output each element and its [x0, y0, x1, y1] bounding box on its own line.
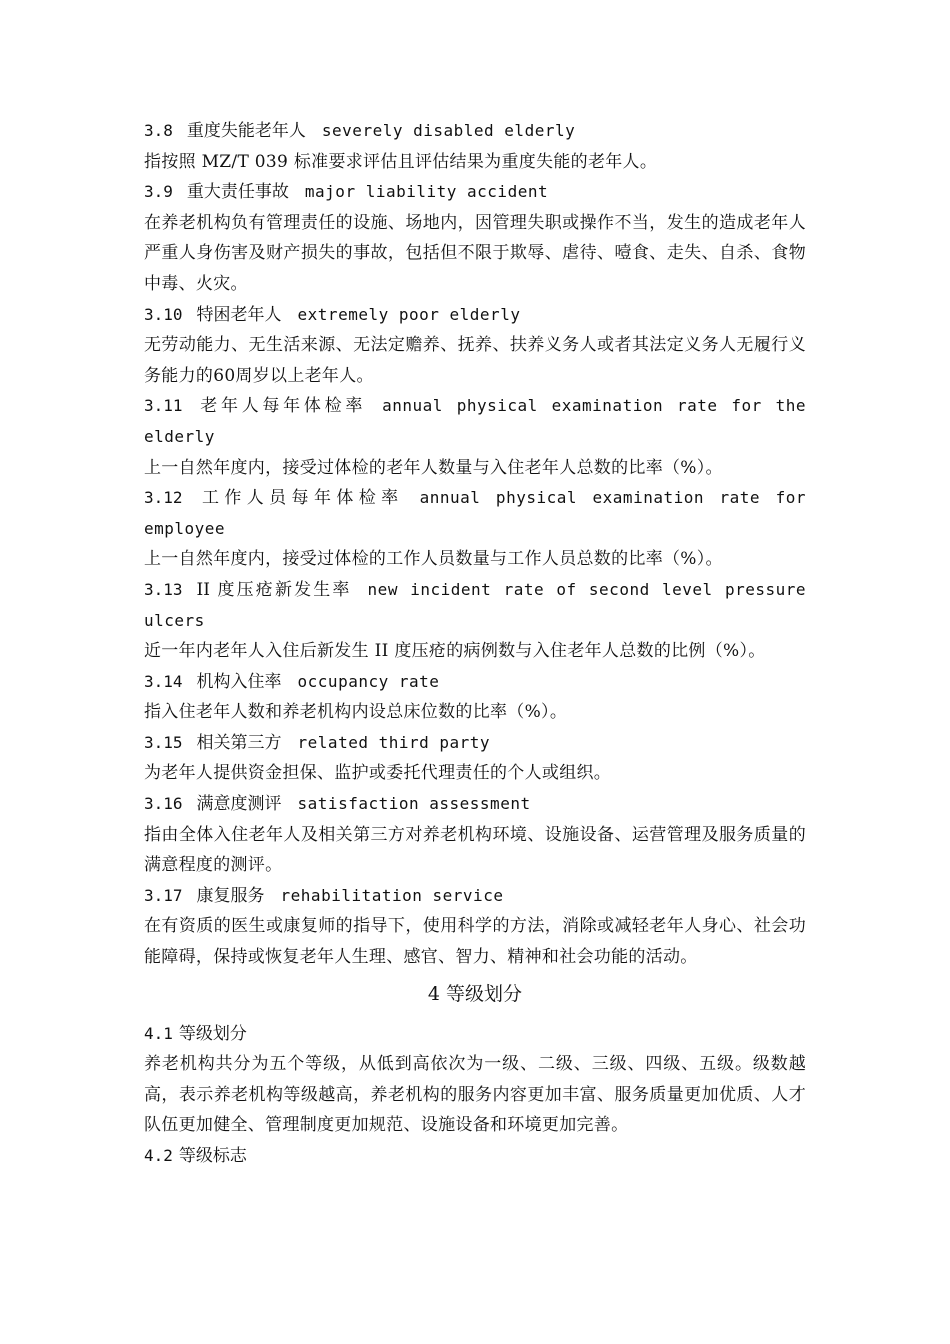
term-definition-3-11: 上一自然年度内，接受过体检的老年人数量与入住老年人总数的比率（%）。 [144, 457, 723, 478]
term-number: 3.12 [144, 488, 183, 508]
subsection-heading-4-1 [144, 1019, 806, 1050]
term-heading-3-13 [144, 575, 817, 636]
term-definition-3-17: 在有资质的医生或康复师的指导下，使用科学的方法，消除或减轻老年人身心、社会功能障碍，保持或恢复老年人生理、感官、智力、精神和社会功能的活动。 [144, 916, 806, 968]
term-english: rehabilitation service [280, 885, 504, 905]
term-chinese: 老年人每年体检率 [196, 396, 367, 417]
term-number: 3.11 [144, 396, 183, 416]
term-definition-3-10: 无劳动能力、无生活来源、无法定赡养、抚养、扶养义务人或者其法定义务人无履行义务能力的60周岁以上老年人。 [144, 335, 806, 386]
term-number: 3.15 [144, 732, 183, 752]
term-chinese: 重大责任事故 [186, 182, 289, 203]
term-english: satisfaction assessment [297, 794, 531, 814]
term-english: new incident rate of second level pressure ulcers [144, 579, 817, 630]
term-definition-3-14: 指入住老年人数和养老机构内设总床位数的比率（%）。 [144, 702, 568, 723]
term-number: 3.14 [144, 671, 183, 691]
term-heading-3-14 [144, 667, 806, 698]
term-heading-3-15 [144, 728, 806, 759]
section-title: 4 等级划分 [427, 982, 523, 1005]
subsection-text-4-1: 养老机构共分为五个等级，从低到高依次为一级、二级、三级、四级、五级。级数越高，表示养老机构等级越高，养老机构的服务内容更加丰富、服务质量更加优质、人才队伍更加健全、管理制度更加规范、设施设备和环境更加完善。 [144, 1054, 806, 1136]
term-definition-3-16: 指由全体入住老年人及相关第三方对养老机构环境、设施设备、运营管理及服务质量的满意程度的测评。 [144, 824, 806, 876]
term-english: annual physical examination rate for employee [144, 488, 817, 538]
subsection-title: 等级划分 [178, 1023, 247, 1044]
term-number: 3.13 [144, 579, 183, 599]
term-definition-3-9: 在养老机构负有管理责任的设施、场地内，因管理失职或操作不当，发生的造成老年人严重人身伤害及财产损失的事故，包括但不限于欺辱、虐待、噎食、走失、自杀、食物中毒、火灾。 [144, 212, 806, 294]
term-number: 3.9 [144, 182, 173, 202]
term-chinese: 相关第三方 [196, 732, 282, 753]
term-english: extremely poor elderly [297, 304, 521, 324]
term-heading-3-10 [144, 300, 806, 331]
subsection-number: 4.1 [144, 1023, 173, 1043]
term-english: major liability accident [304, 182, 549, 202]
term-chinese: 机构入住率 [196, 671, 282, 692]
term-chinese: 满意度测评 [196, 794, 282, 815]
term-english: annual physical examination rate for the elderly [144, 396, 817, 446]
term-number: 3.17 [144, 885, 183, 905]
term-chinese: 工作人员每年体检率 [196, 488, 404, 509]
document-body [144, 116, 817, 1172]
term-number: 3.16 [144, 794, 183, 814]
term-english: occupancy rate [297, 671, 440, 691]
term-heading-3-8 [144, 116, 806, 147]
term-chinese: 重度失能老年人 [186, 121, 306, 141]
subsection-heading-4-2 [144, 1141, 806, 1172]
term-chinese: 特困老年人 [196, 304, 282, 325]
subsection-number: 4.2 [144, 1146, 173, 1165]
term-number: 3.8 [144, 121, 173, 140]
subsection-title: 等级标志 [178, 1146, 247, 1166]
term-english: severely disabled elderly [321, 121, 576, 140]
term-chinese: II 度压疮新发生率 [196, 579, 352, 600]
term-definition-3-12: 上一自然年度内，接受过体检的工作人员数量与工作人员总数的比率（%）。 [144, 549, 723, 570]
term-heading-3-12 [144, 483, 817, 544]
term-definition-3-13: 近一年内老年人入住后新发生 II 度压疮的病例数与入住老年人总数的比例（%）。 [144, 641, 766, 662]
term-definition-3-15: 为老年人提供资金担保、监护或委托代理责任的个人或组织。 [144, 763, 612, 784]
term-number: 3.10 [144, 304, 183, 324]
term-heading-3-17 [144, 881, 806, 912]
term-heading-3-16 [144, 789, 806, 820]
term-heading-3-9 [144, 177, 806, 208]
term-chinese: 康复服务 [196, 885, 265, 906]
term-english: related third party [297, 732, 491, 752]
term-heading-3-11 [144, 391, 817, 452]
term-definition-3-8: 指按照 MZ/T 039 标准要求评估且评估结果为重度失能的老年人。 [144, 151, 658, 172]
